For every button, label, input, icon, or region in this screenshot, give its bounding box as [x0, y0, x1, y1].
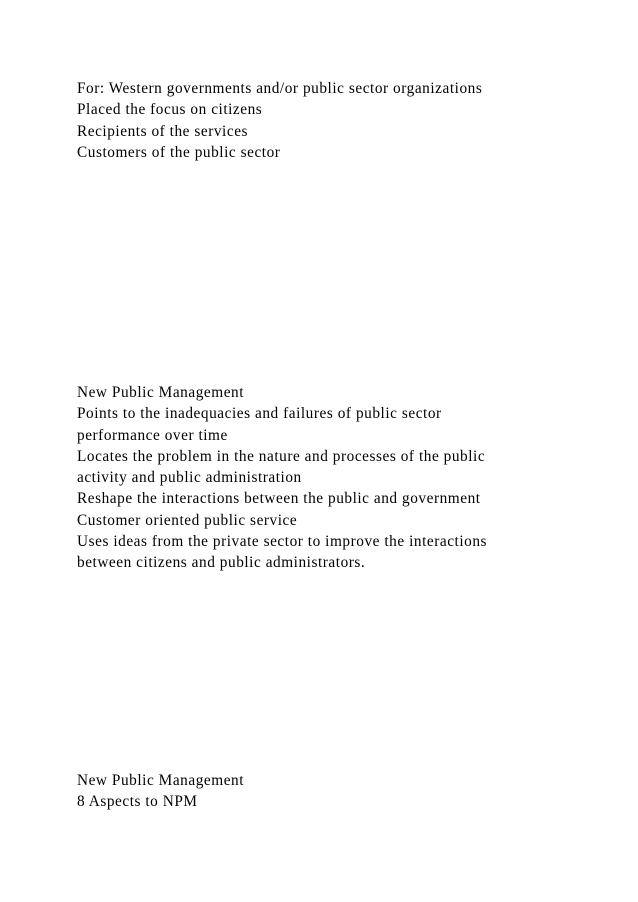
text-line: 8 Aspects to NPM [77, 793, 198, 811]
text-line: Customers of the public sector [77, 143, 281, 161]
text-line: Locates the problem in the nature and processes of the public [77, 447, 486, 465]
text-line: Uses ideas from the private sector to improve the interactions [77, 533, 488, 551]
text-block-new-public-management [77, 382, 617, 574]
text-line: Customer oriented public service [77, 511, 298, 529]
text-line: For: Western governments and/or public sector organizations [77, 80, 483, 97]
text-line: Placed the focus on citizens [77, 101, 263, 119]
text-block-western-governments [77, 78, 617, 163]
text-line: activity and public administration [77, 469, 302, 487]
text-line: Reshape the interactions between the public and government [77, 490, 481, 508]
text-line: Recipients of the services [77, 122, 249, 140]
text-line: between citizens and public administrators. [77, 554, 366, 572]
section-heading: New Public Management [77, 772, 245, 789]
text-line: performance over time [77, 426, 228, 444]
text-line: Points to the inadequacies and failures of public sector [77, 405, 442, 423]
section-heading: New Public Management [77, 384, 245, 401]
text-block-npm-aspects [77, 770, 617, 813]
